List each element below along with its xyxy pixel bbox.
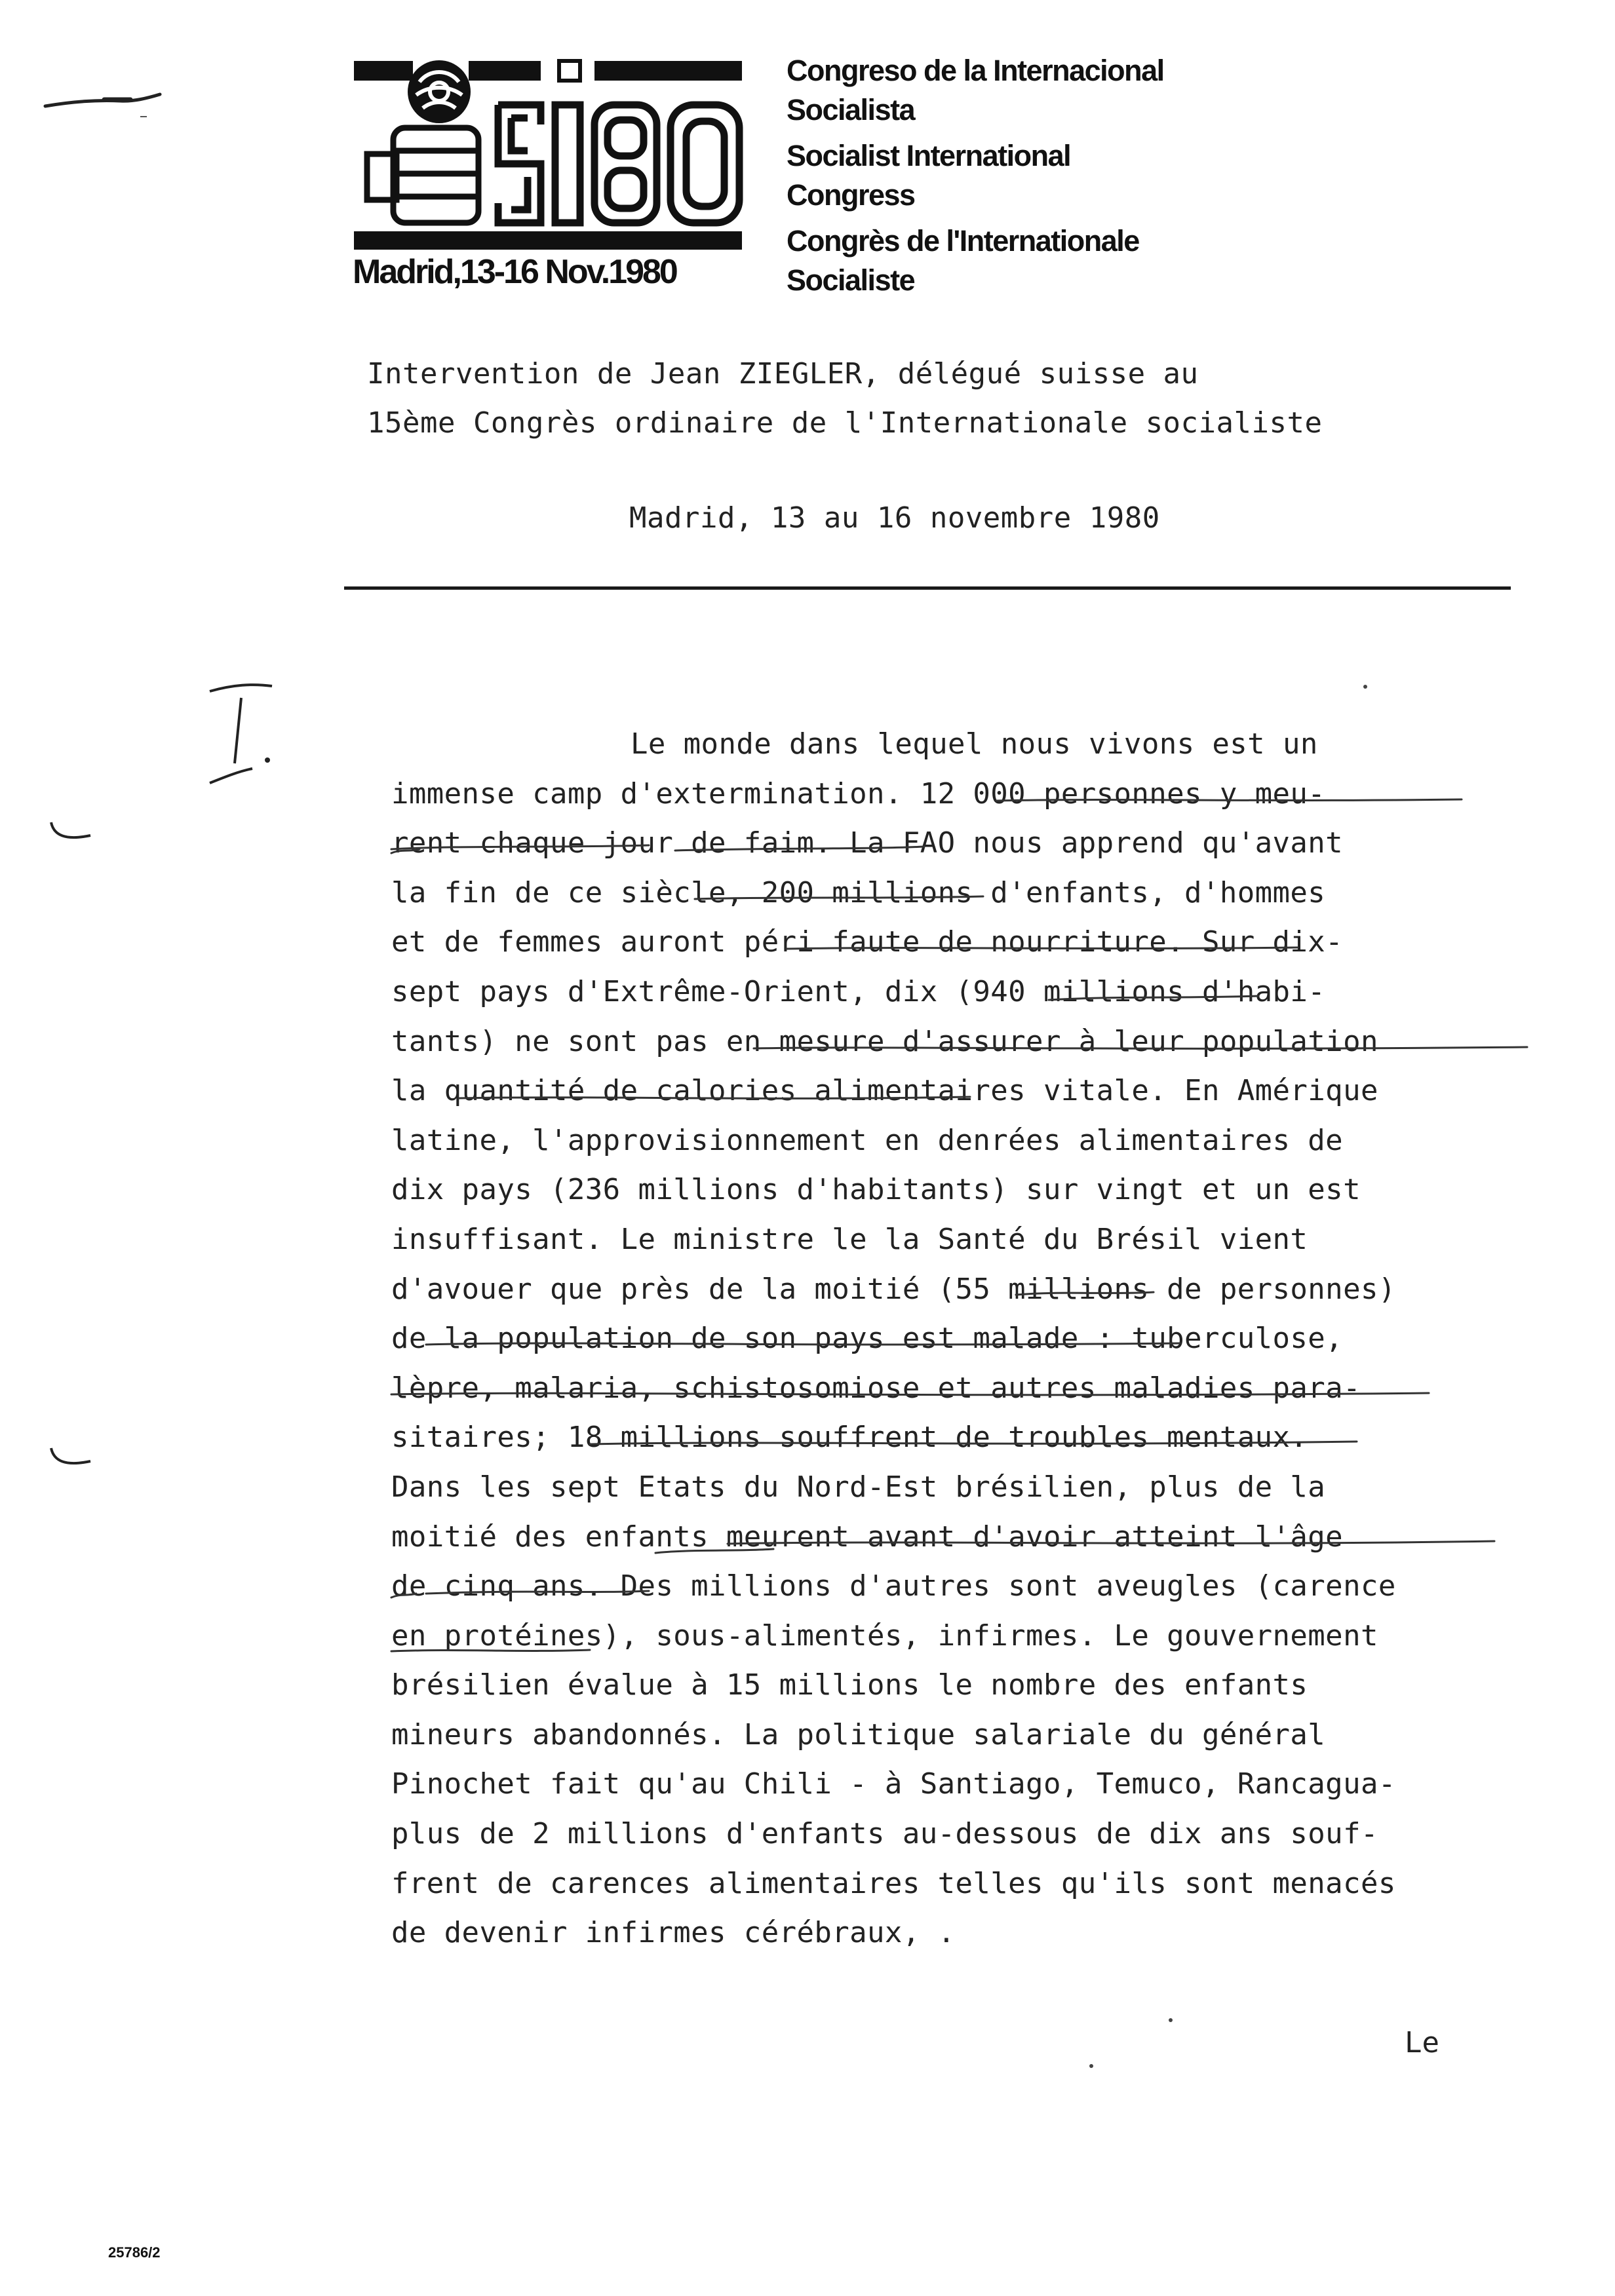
si80-letters	[498, 105, 739, 223]
stray-dot	[1089, 2064, 1093, 2068]
body-line: tants) ne sont pas en mesure d'assurer à leur population	[391, 1024, 1378, 1058]
dateline: Madrid, 13 au 16 novembre 1980	[629, 501, 1160, 535]
fist-icon	[367, 128, 478, 223]
body-line: en protéines), sous-alimentés, infirmes. Le gouvernement	[391, 1618, 1378, 1653]
handwritten-dash-mark	[42, 85, 166, 124]
congress-names-block	[787, 51, 1311, 307]
body-line: lèpre, malaria, schistosomiose et autres maladies para-	[391, 1371, 1361, 1405]
catchword: Le	[1405, 2026, 1439, 2059]
body-line: immense camp d'extermination. 12 000 personnes y meu-	[391, 776, 1326, 811]
stray-dot	[1169, 2018, 1173, 2022]
margin-tick-mark	[46, 1442, 105, 1481]
body-line: de devenir infirmes cérébraux, .	[391, 1916, 956, 1950]
body-line: sitaires; 18 millions souffrent de troubles mentaux.	[391, 1421, 1308, 1455]
body-line: insuffisant. Le ministre le la Santé du Brésil vient	[391, 1222, 1308, 1256]
rose-icon	[408, 60, 471, 123]
margin-tick-mark	[46, 816, 105, 855]
body-line: de la population de son pays est malade : tuberculose,	[391, 1322, 1344, 1356]
body-line: sept pays d'Extrême-Orient, dix (940 millions d'habi-	[391, 974, 1326, 1008]
congress-name-spanish: Congreso de la Internacional Socialista	[787, 54, 1164, 126]
document-reference-code: 25786/2	[108, 2244, 161, 2261]
body-line: brésilien évalue à 15 millions le nombre des enfants	[391, 1668, 1308, 1702]
congress-name-english: Socialist International Congress	[787, 139, 1071, 212]
body-line: la fin de ce siècle, 200 millions d'enfants, d'hommes	[391, 875, 1326, 909]
body-line: moitié des enfants meurent avant d'avoir atteint l'âge	[391, 1520, 1344, 1554]
body-line: frent de carences alimentaires telles qu'ils sont menacés	[391, 1866, 1396, 1900]
congress-name-french: Congrès de l'Internationale Socialiste	[787, 224, 1139, 297]
body-line: Dans les sept Etats du Nord-Est brésilien, plus de la	[391, 1470, 1326, 1504]
body-line: plus de 2 millions d'enfants au-dessous de dix ans souf-	[391, 1817, 1378, 1851]
speech-body	[391, 719, 1565, 1958]
heading-divider	[344, 586, 1511, 590]
body-line: Pinochet fait qu'au Chili - à Santiago, Temuco, Rancagua-	[391, 1767, 1396, 1801]
logo-caption-dates: Madrid,13-16 Nov.1980	[353, 253, 676, 291]
body-line: de cinq ans. Des millions d'autres sont aveugles (carence	[391, 1569, 1396, 1603]
intro-line-2: 15ème Congrès ordinaire de l'Internationale socialiste	[367, 406, 1323, 440]
body-line: la quantité de calories alimentaires vitale. En Amérique	[391, 1074, 1378, 1108]
intro-line-1: Intervention de Jean ZIEGLER, délégué suisse au	[367, 357, 1199, 391]
handwritten-section-marker	[197, 678, 288, 796]
body-line: latine, l'approvisionnement en denrées alimentaires de	[391, 1123, 1344, 1157]
body-line: Le monde dans lequel nous vivons est un	[631, 727, 1318, 761]
stray-dot	[1363, 685, 1367, 689]
body-line: et de femmes auront péri faute de nourriture. Sur dix-	[391, 925, 1344, 959]
body-line: d'avouer que près de la moitié (55 millions de personnes)	[391, 1272, 1396, 1306]
body-line: mineurs abandonnés. La politique salariale du général	[391, 1717, 1326, 1751]
body-line: dix pays (236 millions d'habitants) sur vingt et un est	[391, 1173, 1361, 1207]
body-line: rent chaque jour de faim. La FAO nous apprend qu'avant	[391, 826, 1344, 860]
